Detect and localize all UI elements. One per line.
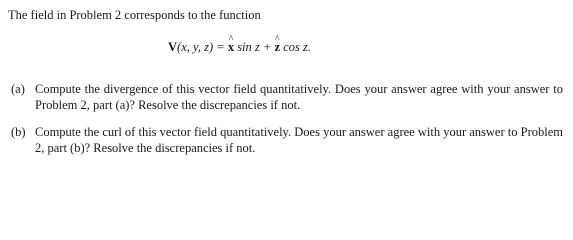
problem-intro: The field in Problem 2 corresponds to the function <box>8 8 261 22</box>
part-b-text: Compute the curl of this vector field quantitatively. Does your answer agree with your answer to Problem 2, part (b)? Resolve the discrepancies if not. <box>35 125 563 155</box>
equation-args: (x, y, z) = <box>177 40 228 54</box>
unit-vector-z: ^ z <box>274 39 280 55</box>
vector-field-equation <box>168 39 311 55</box>
part-a-label: (a) <box>11 82 25 96</box>
part-b-label: (b) <box>11 125 26 139</box>
part-a-text: Compute the divergence of this vector field quantitatively. Does your answer agree with your answer to Problem 2, part (a)? Resolve the discrepancies if not. <box>35 82 563 112</box>
unit-vector-x: ^ x <box>228 39 234 55</box>
equation-term-1: sin z + <box>234 40 275 54</box>
part-a <box>11 81 563 113</box>
equation-term-2: cos z. <box>280 40 311 54</box>
vector-symbol: V <box>168 40 178 54</box>
part-b <box>11 124 563 156</box>
